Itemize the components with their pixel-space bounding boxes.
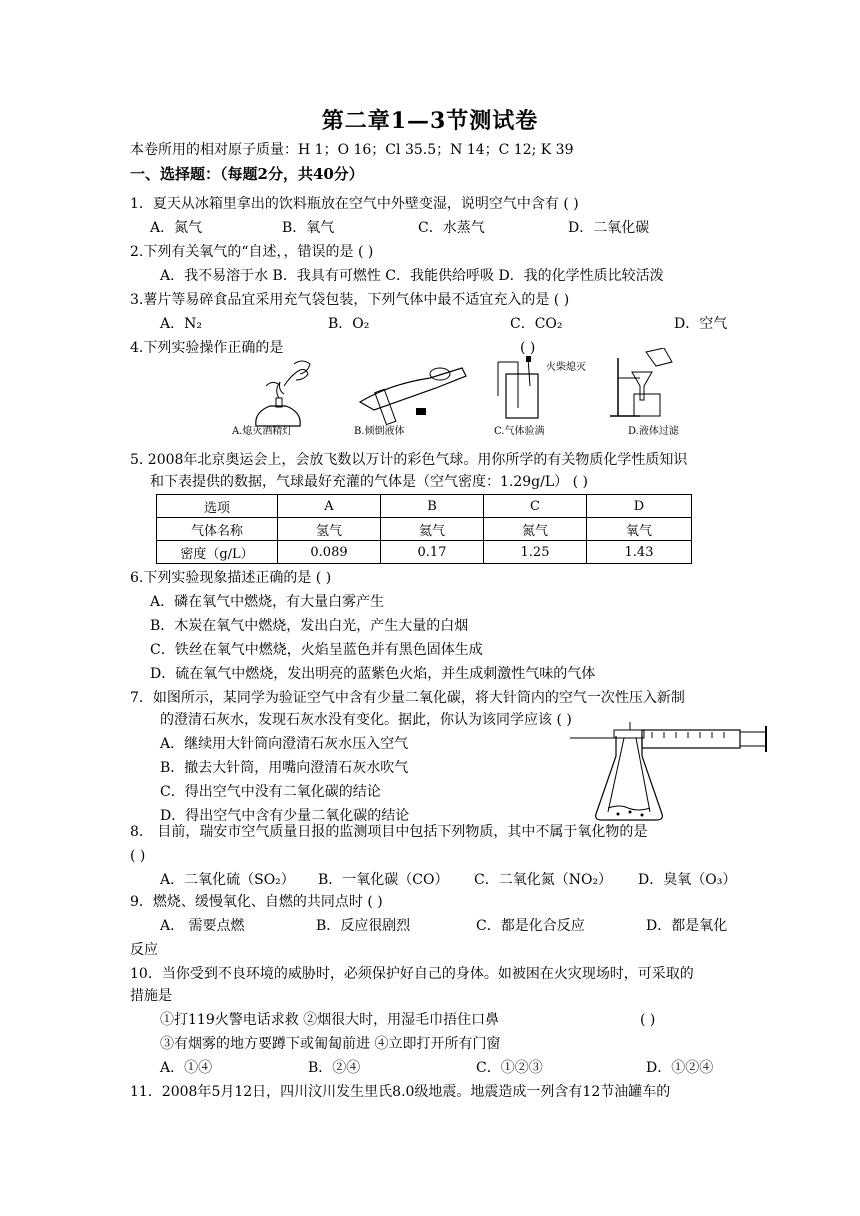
q10-option-b: B．②④ — [308, 1060, 361, 1076]
question-4-stem: 4.下列实验操作正确的是 — [130, 340, 284, 356]
q8-option-b: B．一氧化碳（CO） — [318, 872, 449, 888]
q10-option-a: A．①④ — [160, 1060, 213, 1076]
q10-option-d: D．①②④ — [646, 1060, 714, 1076]
q6-option-c: C．铁丝在氧气中燃烧，火焰呈蓝色并有黑色固体生成 — [150, 642, 483, 658]
question-9-wrap: 反应 — [130, 942, 158, 958]
question-8-stem-line1: 8． 目前，瑞安市空气质量日报的监测项目中包括下列物质，其中不属于氧化物的是 — [130, 824, 648, 840]
figure-c-caption: C.气体验满 — [494, 426, 545, 437]
q9-option-a: A． 需要点燃 — [160, 918, 245, 934]
question-7-stem-line1: 7．如图所示，某同学为验证空气中含有少量二氧化碳，将大针筒内的空气一次性压入新制 — [130, 690, 685, 706]
q1-option-d: D．二氧化碳 — [568, 220, 650, 236]
table-cell: 1.25 — [484, 541, 587, 564]
q6-option-a: A．磷在氧气中燃烧，有大量白雾产生 — [150, 594, 385, 610]
table-cell: 密度（g/L） — [157, 541, 278, 564]
table-cell: B — [381, 495, 484, 518]
table-cell: C — [484, 495, 587, 518]
table-cell: 氦气 — [381, 518, 484, 541]
question-5-stem-line2: 和下表提供的数据，气球最好充灌的气体是（空气密度：1.29g/L） ( ) — [150, 474, 588, 490]
table-cell: 氮气 — [484, 518, 587, 541]
figure-d-caption: D.液体过滤 — [628, 426, 679, 437]
gas-density-table — [156, 494, 692, 564]
q9-option-b: B．反应很剧烈 — [316, 918, 411, 934]
question-11-stem-line1: 11．2008年5月12日，四川汶川发生里氏8.0级地震。地震造成一列含有12节油罐车的 — [130, 1084, 671, 1100]
question-10-choices-2: ③有烟雾的地方要蹲下或匍匐前进 ④立即打开所有门窗 — [160, 1036, 501, 1052]
q6-option-d: D．硫在氧气中燃烧，发出明亮的蓝紫色火焰，并生成刺激性气味的气体 — [150, 666, 596, 682]
question-10-choices-1: ①打119火警电话求救 ②烟很大时，用湿毛巾捂住口鼻 — [160, 1012, 500, 1028]
question-10-stem-line2: 措施是 — [130, 988, 172, 1004]
table-cell: 选项 — [157, 495, 278, 518]
q7-option-c: C．得出空气中没有二氧化碳的结论 — [160, 784, 381, 800]
q3-option-d: D．空气 — [674, 316, 728, 332]
q9-option-c: C．都是化合反应 — [476, 918, 585, 934]
q7-option-b: B．撤去大针筒，用嘴向澄清石灰水吹气 — [160, 760, 409, 776]
q8-option-c: C．二氧化氮（NO₂） — [474, 872, 613, 888]
question-9-stem: 9．燃烧、缓慢氧化、自燃的共同点时 ( ) — [130, 894, 383, 910]
table-header-row — [157, 495, 692, 518]
table-row — [157, 541, 692, 564]
question-2-options: A．我不易溶于水 B．我具有可燃性 C．我能供给呼吸 D．我的化学性质比较活泼 — [160, 268, 664, 284]
q7-option-a: A．继续用大针筒向澄清石灰水压入空气 — [160, 736, 409, 752]
table-cell: A — [278, 495, 381, 518]
page-title: 第二章1—3节测试卷 — [321, 108, 539, 134]
table-cell: D — [587, 495, 692, 518]
q8-option-a: A．二氧化硫（SO₂） — [160, 872, 295, 888]
q3-option-b: B．O₂ — [328, 316, 370, 332]
table-cell: 1.43 — [587, 541, 692, 564]
q1-option-a: A．氮气 — [150, 220, 203, 236]
table-row — [157, 518, 692, 541]
q8-option-d: D．臭氧（O₃） — [638, 872, 737, 888]
table-cell: 氧气 — [587, 518, 692, 541]
table-cell: 气体名称 — [157, 518, 278, 541]
figure-c-note: 火柴熄灭 — [546, 362, 586, 373]
q3-option-a: A．N₂ — [160, 316, 202, 332]
figure-d-filtration — [610, 348, 690, 422]
figure-a-caption: A.熄灭酒精灯 — [232, 426, 293, 437]
atomic-masses-note: 本卷所用的相对原子质量：H 1；O 16；Cl 35.5；N 14；C 12; K 39 — [130, 142, 574, 158]
table-cell: 0.089 — [278, 541, 381, 564]
table-cell: 0.17 — [381, 541, 484, 564]
question-8-stem-line2: ( ) — [130, 848, 146, 864]
question-10-paren: ( ) — [640, 1012, 656, 1028]
question-6-stem: 6.下列实验现象描述正确的是 ( ) — [130, 570, 332, 586]
question-10-stem-line1: 10．当你受到不良环境的威胁时，必须保护好自己的身体。如被困在火灾现场时，可采取的 — [130, 966, 694, 982]
q6-option-b: B．木炭在氧气中燃烧，发出白光，产生大量的白烟 — [150, 618, 469, 634]
figure-syringe-flask — [568, 722, 778, 826]
figure-b-caption: B.倾倒液体 — [354, 426, 405, 437]
question-7-stem-line2: 的澄清石灰水，发现石灰水没有变化。据此，你认为该同学应该 ( ) — [160, 712, 572, 728]
question-1-stem: 1．夏天从冰箱里拿出的饮料瓶放在空气中外壁变湿，说明空气中含有 ( ) — [130, 196, 579, 212]
section-heading: 一、选择题：（每题2分，共40分） — [130, 165, 364, 183]
figure-b-pour-liquid — [350, 356, 468, 430]
question-3-stem: 3.薯片等易碎食品宜采用充气袋包装，下列气体中最不适宜充入的是 ( ) — [130, 292, 570, 308]
q1-option-c: C．水蒸气 — [418, 220, 485, 236]
q9-option-d: D．都是氧化 — [646, 918, 728, 934]
q1-option-b: B．氧气 — [282, 220, 335, 236]
question-4-paren: ( ) — [520, 340, 536, 356]
question-2-stem: 2.下列有关氧气的“自述，，错误的是 ( ) — [130, 244, 374, 260]
q7-option-d: D．得出空气中含有少量二氧化碳的结论 — [160, 808, 410, 824]
q10-option-c: C．①②③ — [476, 1060, 543, 1076]
q3-option-c: C．CO₂ — [510, 316, 563, 332]
table-cell: 氢气 — [278, 518, 381, 541]
question-5-stem-line1: 5. 2008年北京奥运会上，会放飞数以万计的彩色气球。用你所学的有关物质化学性质知识 — [130, 452, 688, 468]
